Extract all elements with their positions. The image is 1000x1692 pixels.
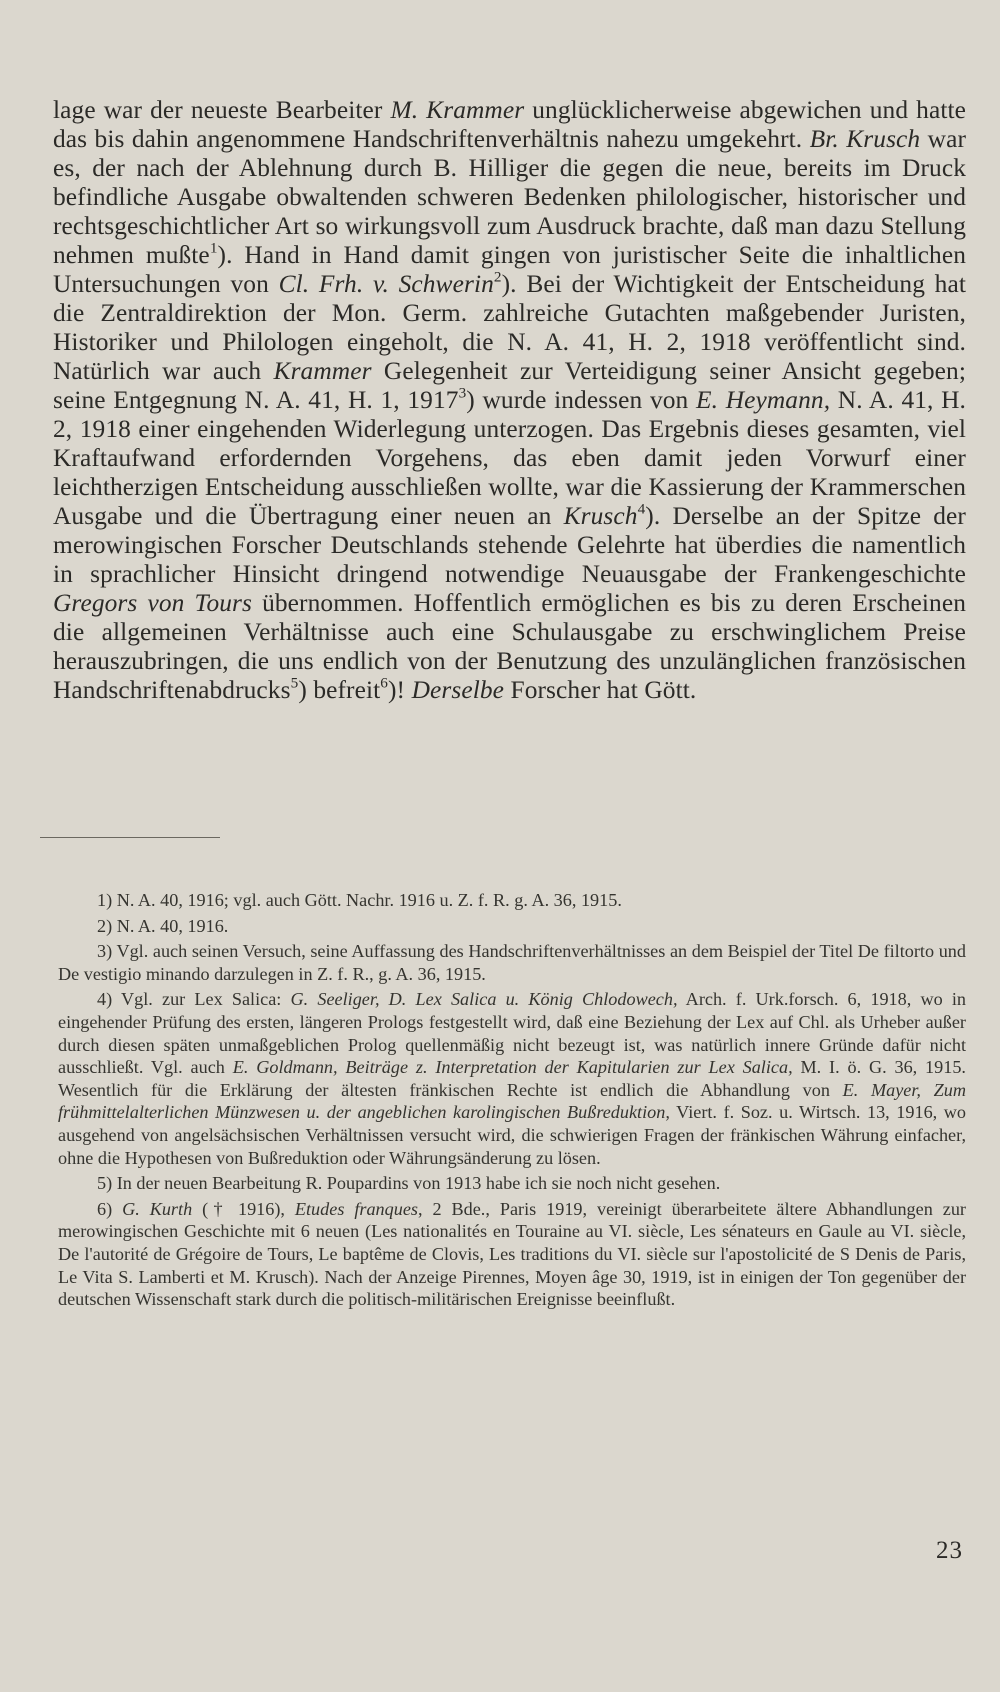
- footnote-ref: 3: [458, 384, 467, 402]
- footnote-ref: 2: [493, 268, 502, 286]
- text-run: 5) In der neuen Bearbeitung R. Poupardins von 1913 habe ich sie noch nicht gesehen.: [97, 1173, 721, 1194]
- text-run: Gelegenheit zur Verteidigung seiner Ansicht gegeben; seine Entgegnung N. A. 41, H. 1, 1917: [53, 357, 966, 414]
- italic-text: G. Seeliger, D. Lex Salica u. König Chlodowech,: [290, 989, 678, 1010]
- text-run: N. A. 41, H. 2, 1918 einer eingehenden Widerlegung unterzogen. Das Ergebnis dieses gesamten, viel Kraftaufwand erfordernden Vorgehens, das eben damit jeden Vorwurf einer leichtherzigen Entscheidung ausschließen wollte, war die Kassierung der Krammerschen Ausgabe und die Übertragung einer neuen an: [53, 386, 967, 530]
- text-run: M. I. ö. G. 36, 1915. Wesentlich für die Erklärung der ältesten fränkischen Rechte ist endlich die Abhandlung von: [58, 1057, 966, 1100]
- text-run: 4) Vgl. zur Lex Salica:: [97, 989, 291, 1010]
- text-run: ). Derselbe an der Spitze der merowingischen Forscher Deutschlands stehende Gelehrte hat überdies die namentlich in sprachlicher Hinsicht dringend notwendige Neuausgabe der Frankengeschichte: [53, 502, 966, 588]
- italic-text: E. Goldmann, Beiträge z. Interpretation der Kapitularien zur Lex Salica,: [232, 1057, 793, 1078]
- page-number: 23: [936, 1537, 963, 1564]
- text-run: († 1916),: [192, 1198, 295, 1219]
- main-paragraph: [53, 96, 966, 705]
- text-run: 6): [97, 1198, 123, 1219]
- text-run: ). Hand in Hand damit gingen von juristischer Seite die inhaltlichen Untersuchungen von: [53, 241, 966, 298]
- italic-text: Cl. Frh. v. Schwerin: [278, 270, 494, 298]
- footnotes: [58, 889, 966, 1314]
- footnote-3: [58, 940, 966, 985]
- italic-text: Krammer: [273, 357, 372, 385]
- text-run: ) wurde indessen von: [466, 386, 696, 414]
- footnote-ref: 5: [290, 674, 299, 692]
- main-text-block: [53, 96, 966, 705]
- footnote-ref: 4: [637, 500, 646, 518]
- footnote-ref: 1: [209, 239, 218, 257]
- italic-text: G. Kurth: [122, 1198, 193, 1219]
- text-run: 2) N. A. 40, 1916.: [97, 915, 229, 936]
- italic-text: M. Krammer: [390, 96, 525, 124]
- text-run: , 2 Bde., Paris 1919, vereinigt überarbeitete ältere Abhandlungen zur merowingischen Geschichte mit 6 neuen (Les nationalités en Touraine au VI. siècle, Les sénateurs en Gaule au VI. siècle, De l'autorité de Grégoire de Tours, Le baptême de Clovis, Les traditions du VI. siècle sur l'apostolicité de S Denis de Paris, Le Vita S. Lamberti et M. Krusch). Nach der Anzeige Pirennes, Moyen âge 30, 1919, ist in einigen der Ton gegenüber der deutschen Wissenschaft stark durch die politisch-militärischen Ereignisse beeinflußt.: [58, 1198, 966, 1310]
- italic-text: Gregors von Tours: [53, 589, 252, 617]
- footnote-5: [58, 1172, 966, 1195]
- text-run: 1) N. A. 40, 1916; vgl. auch Gött. Nachr. 1916 u. Z. f. R. g. A. 36, 1915.: [97, 890, 622, 910]
- text-run: Arch. f. Urk.forsch. 6, 1918, wo in eingehender Prüfung des ersten, längeren Prologs festgestellt wird, daß eine Beziehung der Lex auf Chl. als Urheber außer durch diesen späten unmaßgeblichen Prolog quellenmäßig nicht bezeugt ist, was natürlich innere Gründe dafür nicht ausschließt. Vgl. auch: [58, 989, 966, 1078]
- text-run: ) befreit: [298, 676, 381, 704]
- text-run: lage war der neueste Bearbeiter: [53, 96, 391, 124]
- footnote-6: [58, 1198, 966, 1311]
- text-run: Viert. f. Soz. u. Wirtsch. 13, 1916, wo ausgehend von angelsächsischen Verhältnissen versucht wird, die schwierigen Fragen der fränkischen Währung einfacher, ohne die Hypothesen von Bußreduktion oder Währungsänderung zu lösen.: [58, 1102, 967, 1168]
- italic-text: Br. Krusch: [809, 125, 921, 153]
- text-run: war es, der nach der Ablehnung durch B. Hilliger die gegen die neue, bereits im Druck befindliche Ausgabe obwaltenden schweren Bedenken philologischer, historischer und rechtsgeschichtlicher Art so wirkungsvoll zum Ausdruck brachte, daß man dazu Stellung nehmen mußte: [53, 125, 966, 269]
- footnote-4: [58, 988, 966, 1169]
- italic-text: Etudes franques: [294, 1198, 418, 1219]
- italic-text: Derselbe: [411, 676, 505, 704]
- text-run: ). Bei der Wichtigkeit der Entscheidung hat die Zentraldirektion der Mon. Germ. zahlreiche Gutachten maßgebender Juristen, Historiker und Philologen eingeholt, die N. A. 41, H. 2, 1918 veröffentlicht sind. Natürlich war auch: [53, 270, 966, 385]
- footnote-ref: 6: [380, 674, 388, 692]
- footnote-1: [58, 889, 966, 912]
- text-run: übernommen. Hoffentlich ermöglichen es bis zu deren Erscheinen die allgemeinen Verhältnisse auch eine Schulausgabe zu erschwinglichem Preise herauszubringen, die uns endlich von der Benutzung des unzulänglichen französischen Handschriftenabdrucks: [53, 589, 966, 704]
- footnote-2: [58, 915, 966, 938]
- italic-text: E. Mayer, Zum frühmittelalterlichen Münzwesen u. der angeblichen karolingischen Bußreduktion,: [58, 1079, 967, 1123]
- text-run: unglücklicherweise abgewichen und hatte das bis dahin angenommene Handschriftenverhältnis nahezu umgekehrt.: [53, 96, 966, 153]
- text-run: 3) Vgl. auch seinen Versuch, seine Auffassung des Handschriftenverhältnisses an dem Beispiel der Titel De filtorto und De vestigio minando darzulegen in Z. f. R., g. A. 36, 1915.: [58, 941, 966, 984]
- italic-text: E. Heymann,: [696, 386, 831, 414]
- italic-text: Krusch: [563, 502, 638, 530]
- text-run: Forscher hat Gött.: [504, 676, 697, 704]
- text-run: )!: [388, 676, 412, 704]
- footnote-separator: [40, 837, 220, 838]
